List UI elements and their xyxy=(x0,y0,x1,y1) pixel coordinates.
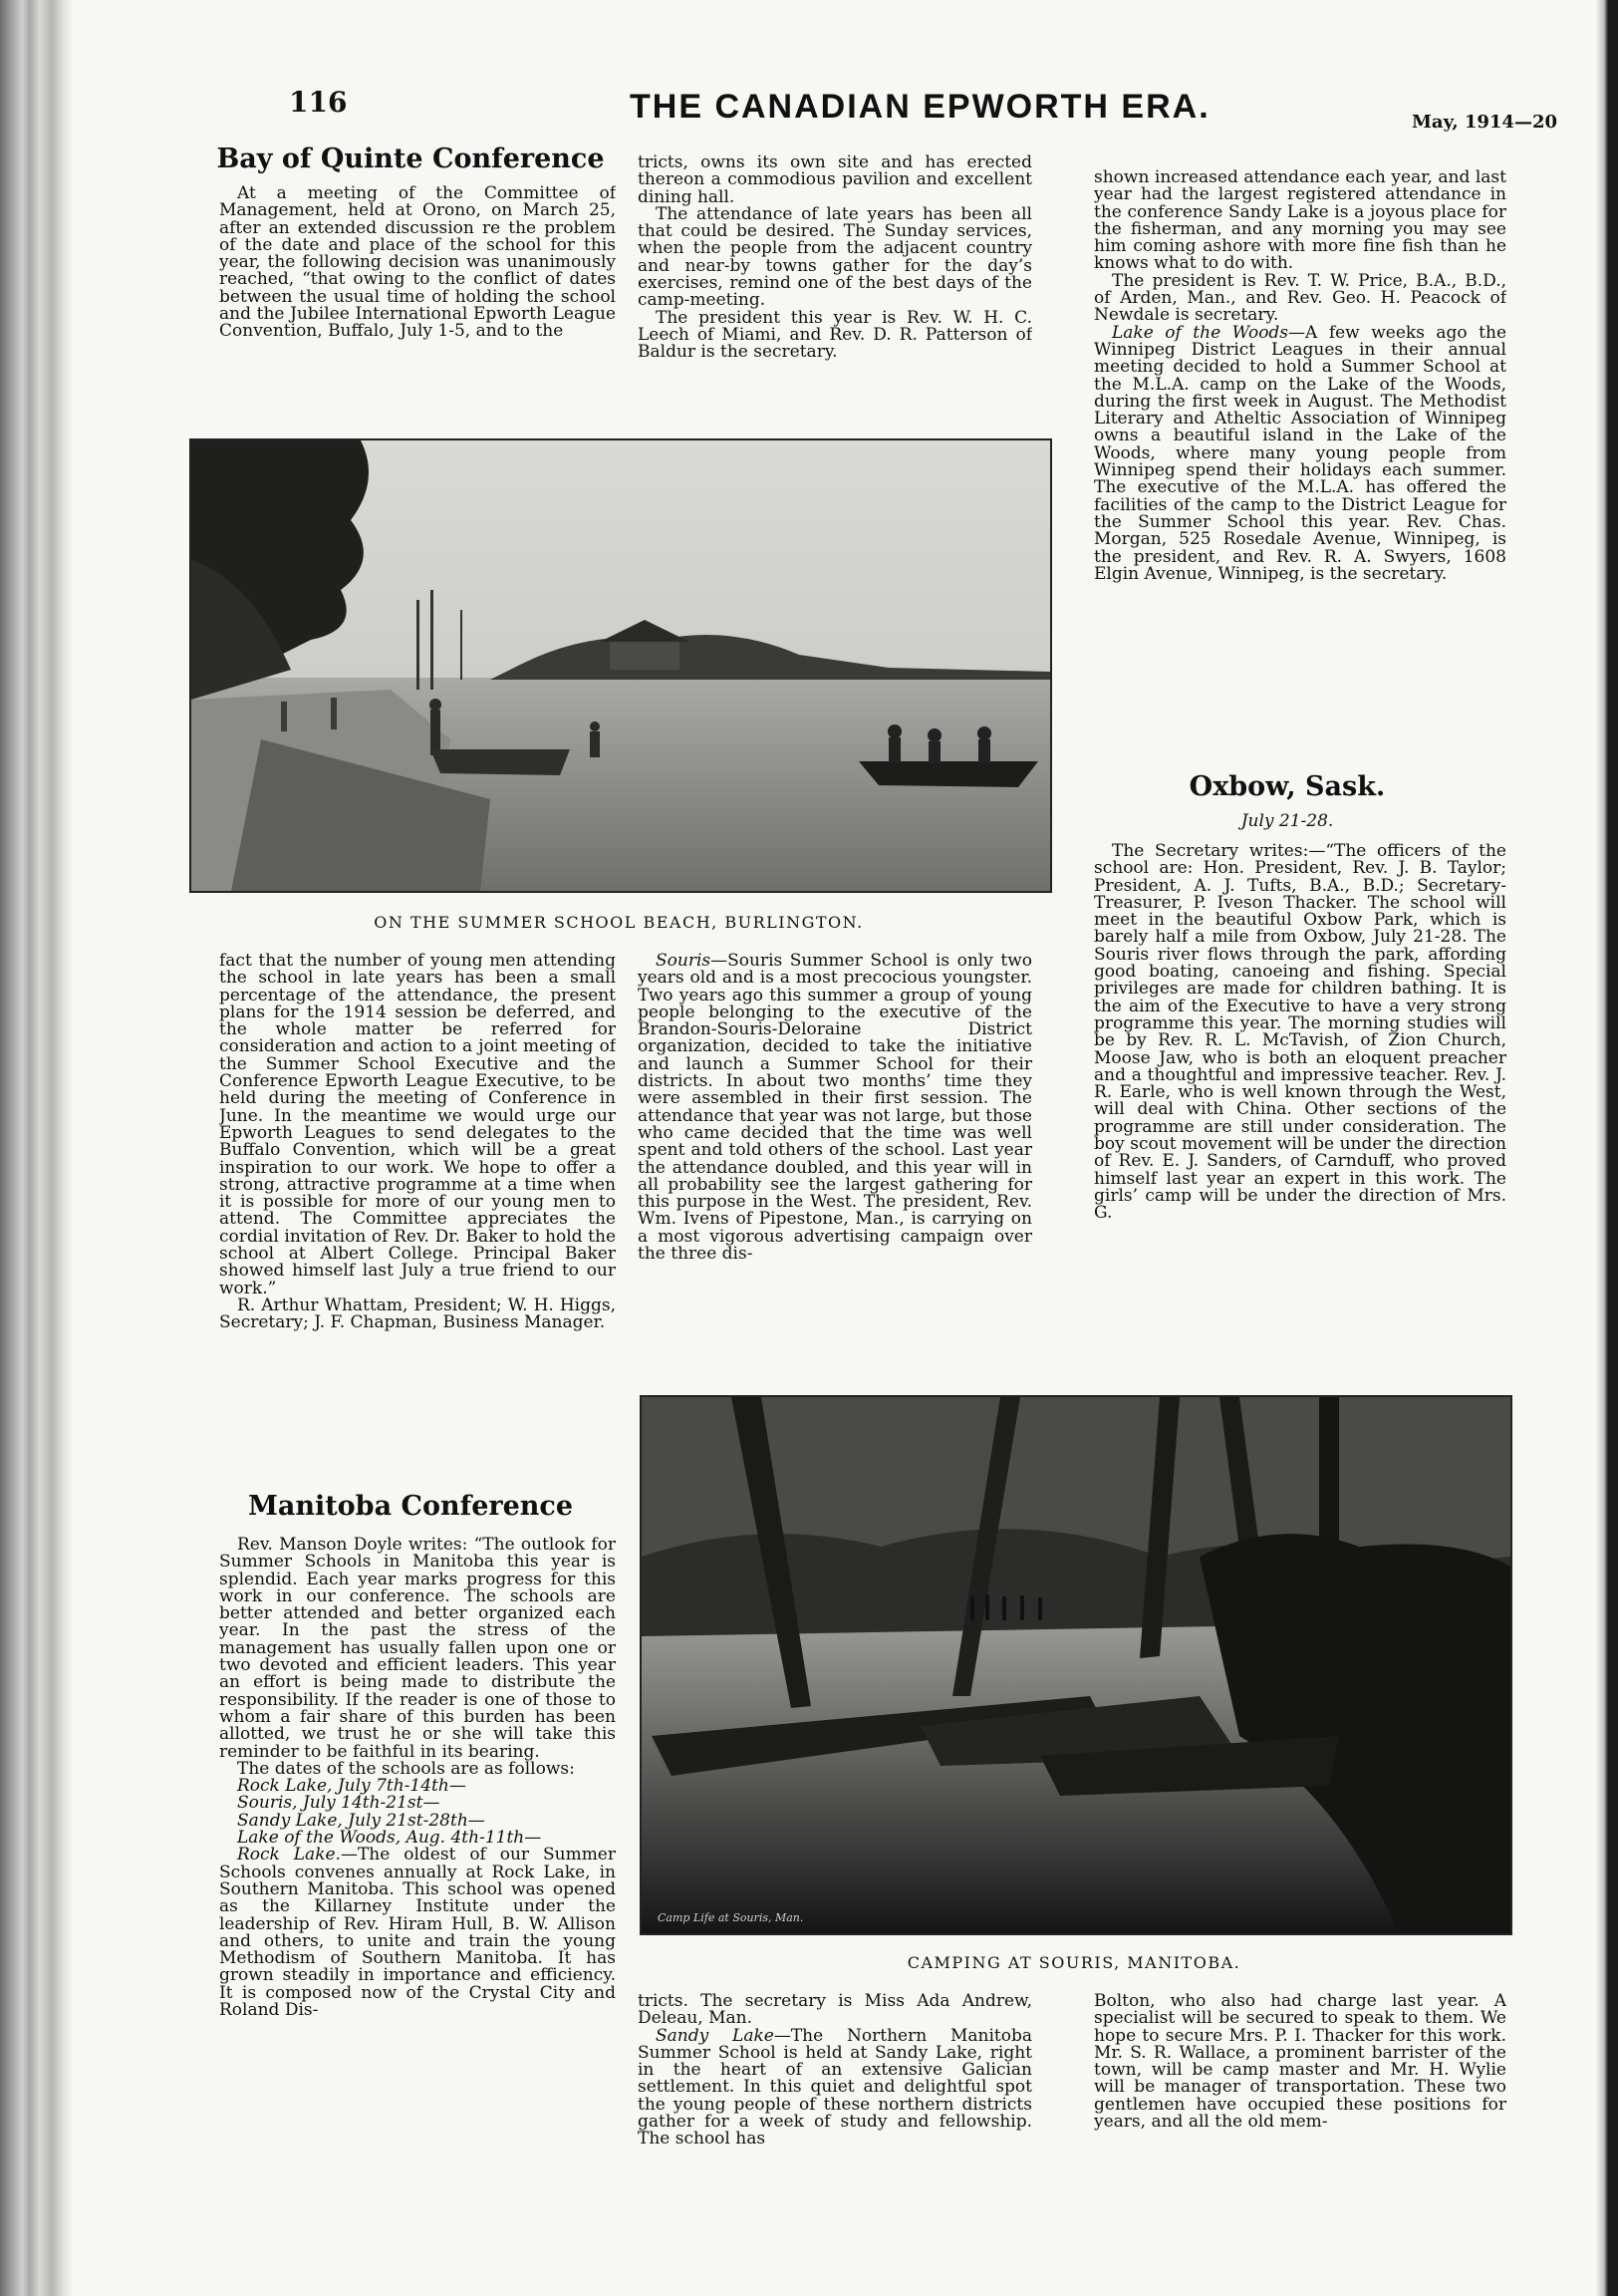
sandy-lake-text: —The Northern Manitoba Summer School is held at Sandy Lake, right in the heart of an extensive Galician settlement. In this quiet and delightful spot the young people of these northern districts gather for a week of study and fellowship. The school has xyxy=(638,2025,1032,2150)
column-3-top xyxy=(1094,169,1506,733)
issue-date: May, 1914—20 xyxy=(1412,112,1558,133)
page-number: 116 xyxy=(289,86,348,119)
photo-souris-camping xyxy=(640,1395,1512,1935)
lake-of-the-woods-text: —A few weeks ago the Winnipeg District Leagues in their annual meeting decided to hold a Summer School at the M.L.A. camp on the Lake of the Woods, during the first week in August. The Methodist Literary and Atheltic Association of Winnipeg owns a beautiful island in the Lake of the Woods, where many young people from Winnipeg spend their holidays each summer. The executive of the M.L.A. has offered the facilities of the camp to the District League for the Summer School this year. Rev. Chas. Morgan, 525 Rosedale Avenue, Winnipeg, is the president, and Rev. R. A. Swyers, 1608 Elgin Avenue, Winnipeg, is the secretary. xyxy=(1094,322,1506,584)
oxbow-dates: July 21-28. xyxy=(1240,811,1334,831)
beach-photo-image xyxy=(191,440,1050,891)
page-right-edge xyxy=(1596,0,1618,2296)
caption-burlington: ON THE SUMMER SCHOOL BEACH, BURLINGTON. xyxy=(374,913,864,932)
col3-paragraph-2: The president is Rev. T. W. Price, B.A., B.D., of Arden, Man., and Rev. Geo. H. Peacock of Newdale is secretary. xyxy=(1094,270,1506,326)
caption-souris: CAMPING AT SOURIS, MANITOBA. xyxy=(907,1953,1241,1972)
souris-text: —Souris Summer School is only two years old and is a most precocious youngster. Two years ago this summer a group of young people belonging to the executive of the Brandon-Souris-Deloraine District organization, decided to take the initiative and launch a Summer School for their districts. In about two months’ time they were assembled in their first session. The attendance that year was not large, but those who came decided that the time was well spent and told others of the school. Last year the attendance doubled, and this year will in all probability see the largest gathering for this purpose in the West. The president, Rev. Wm. Ivens of Pipestone, Man., is carrying on a most vigorous advertising campaign over the three dis- xyxy=(638,953,1032,1265)
schedule-souris: Souris, July 14th-21st— xyxy=(237,1793,440,1814)
schedule-rock-lake: Rock Lake, July 7th-14th— xyxy=(237,1776,466,1797)
manitoba-heading: Manitoba Conference xyxy=(247,1491,574,1522)
photo-burlington-beach xyxy=(189,438,1052,893)
bay-of-quinte-signatures: R. Arthur Whattam, President; W. H. Higgs, Secretary; J. F. Chapman, Business Manager. xyxy=(219,1294,616,1333)
col2-paragraph-1: tricts, owns its own site and has erected thereon a commodious pavilion and excellent dining hall. xyxy=(638,154,1032,207)
oxbow-column xyxy=(1094,843,1506,1365)
bottom-middle-column xyxy=(638,1993,1032,2276)
bay-of-quinte-heading: Bay of Quinte Conference xyxy=(216,144,605,174)
souris-photo-image xyxy=(642,1397,1510,1933)
lake-of-the-woods-lead: Lake of the Woods xyxy=(1112,322,1289,343)
col2-paragraph-2: The attendance of late years has been all that could be desired. The Sunday services, when the people from the adjacent country and near-by towns gather for the day’s exercises, remind one of the best days of the camp-meeting. xyxy=(638,203,1032,311)
manitoba-column xyxy=(219,1537,616,2272)
souris-lead: Souris xyxy=(656,953,711,971)
column-2-top xyxy=(638,154,1032,416)
schedule-sandy-lake: Sandy Lake, July 21st-28th— xyxy=(237,1810,485,1831)
bay-of-quinte-text-top xyxy=(219,185,616,417)
manitoba-paragraph-2: The dates of the schools are as follows: xyxy=(237,1758,575,1779)
magazine-title: THE CANADIAN EPWORTH ERA. xyxy=(630,88,1211,126)
magazine-page xyxy=(72,0,1596,2296)
col2-paragraph-3: The president this year is Rev. W. H. C. Leech of Miami, and Rev. D. R. Patterson of Baldur is the secretary. xyxy=(638,307,1032,363)
rock-lake-text: —The oldest of our Summer Schools convenes annually at Rock Lake, in Southern Manitoba. This school was opened as the Killarney Institute under the leadership of Rev. Hiram Hull, B. W. Allison and others, to unite and train the young Methodism of Southern Manitoba. It has grown steadily in importance and efficiency. It is composed now of the Crystal City and Roland Dis- xyxy=(219,1845,616,2021)
sandy-lake-lead: Sandy Lake xyxy=(656,2025,774,2046)
bottom-right-column xyxy=(1094,1993,1506,2276)
souris-column xyxy=(638,953,1032,1363)
bay-of-quinte-paragraph-1: At a meeting of the Committee of Management, held at Orono, on March 25, after an extended discussion re the problem of the date and place of the school for this year, the following decision was unanimously reached, “that owing to the conflict of dates between the usual time of holding the school and the Jubilee International Epworth League Convention, Buffalo, July 1-5, and to the xyxy=(219,185,616,342)
col3-paragraph-1: shown increased attendance each year, and last year had the largest registered attendance in the conference Sandy Lake is a joyous place for the fisherman, and any morning you may see him coming ashore with more fine fish than he knows what to do with. xyxy=(1094,169,1506,274)
book-binding-edge xyxy=(0,0,72,2296)
schedule-lake-of-the-woods: Lake of the Woods, Aug. 4th-11th— xyxy=(237,1828,542,1849)
bottom-right-text: Bolton, who also had charge last year. A specialist will be secured to speak to them. We hope to secure Mrs. P. I. Thacker for this work. Mr. S. R. Wallace, a prominent barrister of the town, will be camp master and Mr. H. Wylie will be manager of transportation. These two gentlemen have occupied these positions for years, and all the old mem- xyxy=(1094,1993,1506,2133)
photo-inset-label: Camp Life at Souris, Man. xyxy=(658,1911,804,1924)
bay-of-quinte-text-continued xyxy=(219,953,616,1451)
oxbow-heading: Oxbow, Sask. xyxy=(1189,771,1386,802)
rock-lake-lead: Rock Lake. xyxy=(237,1845,341,1866)
bottom-middle-paragraph-1: tricts. The secretary is Miss Ada Andrew, Deleau, Man. xyxy=(638,1993,1032,2029)
bay-of-quinte-paragraph-2: fact that the number of young men attending the school in late years has been a small percentage of the attendance, the present plans for the 1914 session be deferred, and the whole matter be referred for consideration and action to a joint meeting of the Summer School Executive and the Conference Epworth League Executive, to be held during the meeting of Conference in June. In the meantime we would urge our Epworth Leagues to send delegates to the Buffalo Convention, which will be a great inspiration to our work. We hope to offer a strong, attractive programme at a time when it is possible for more of our young men to attend. The Committee appreciates the cordial invitation of Rev. Dr. Baker to hold the school at Albert College. Principal Baker showed himself last July a true friend to our work.” xyxy=(219,953,616,1298)
manitoba-paragraph-1: Rev. Manson Doyle writes: “The outlook for Summer Schools in Manitoba this year is splendid. Each year marks progress for this work in our conference. The schools are better attended and better organized each year. In the past the stress of the management has usually fallen upon one or two devoted and efficient leaders. This year an effort is being made to distribute the responsibility. If the reader is one of those to whom a fair share of this burden has been allotted, we trust he or she will take this reminder to be faithful in its bearing. xyxy=(219,1537,616,1762)
oxbow-text: The Secretary writes:—“The officers of the school are: Hon. President, Rev. J. B. Taylor; President, A. J. Tufts, B.A., B.D.; Secretary-Treasurer, P. Iveson Thacker. The school will meet in the beautiful Oxbow Park, which is barely half a mile from Oxbow, July 21-28. The Souris river flows through the park, affording good boating, canoeing and fishing. Special privileges are made for children bathing. It is the aim of the Executive to have a very strong programme this year. The morning studies will be by Rev. R. L. McTavish, of Zion Church, Moose Jaw, who is both an eloquent preacher and a thoughtful and impressive teacher. Rev. J. R. Earle, who is well known through the West, will deal with China. Other sections of the programme are still under consideration. The boy scout movement will be under the direction of Rev. E. J. Sanders, of Carnduff, who proved himself last year an expert in this work. The girls’ camp will be under the direction of Mrs. G. xyxy=(1094,843,1506,1224)
